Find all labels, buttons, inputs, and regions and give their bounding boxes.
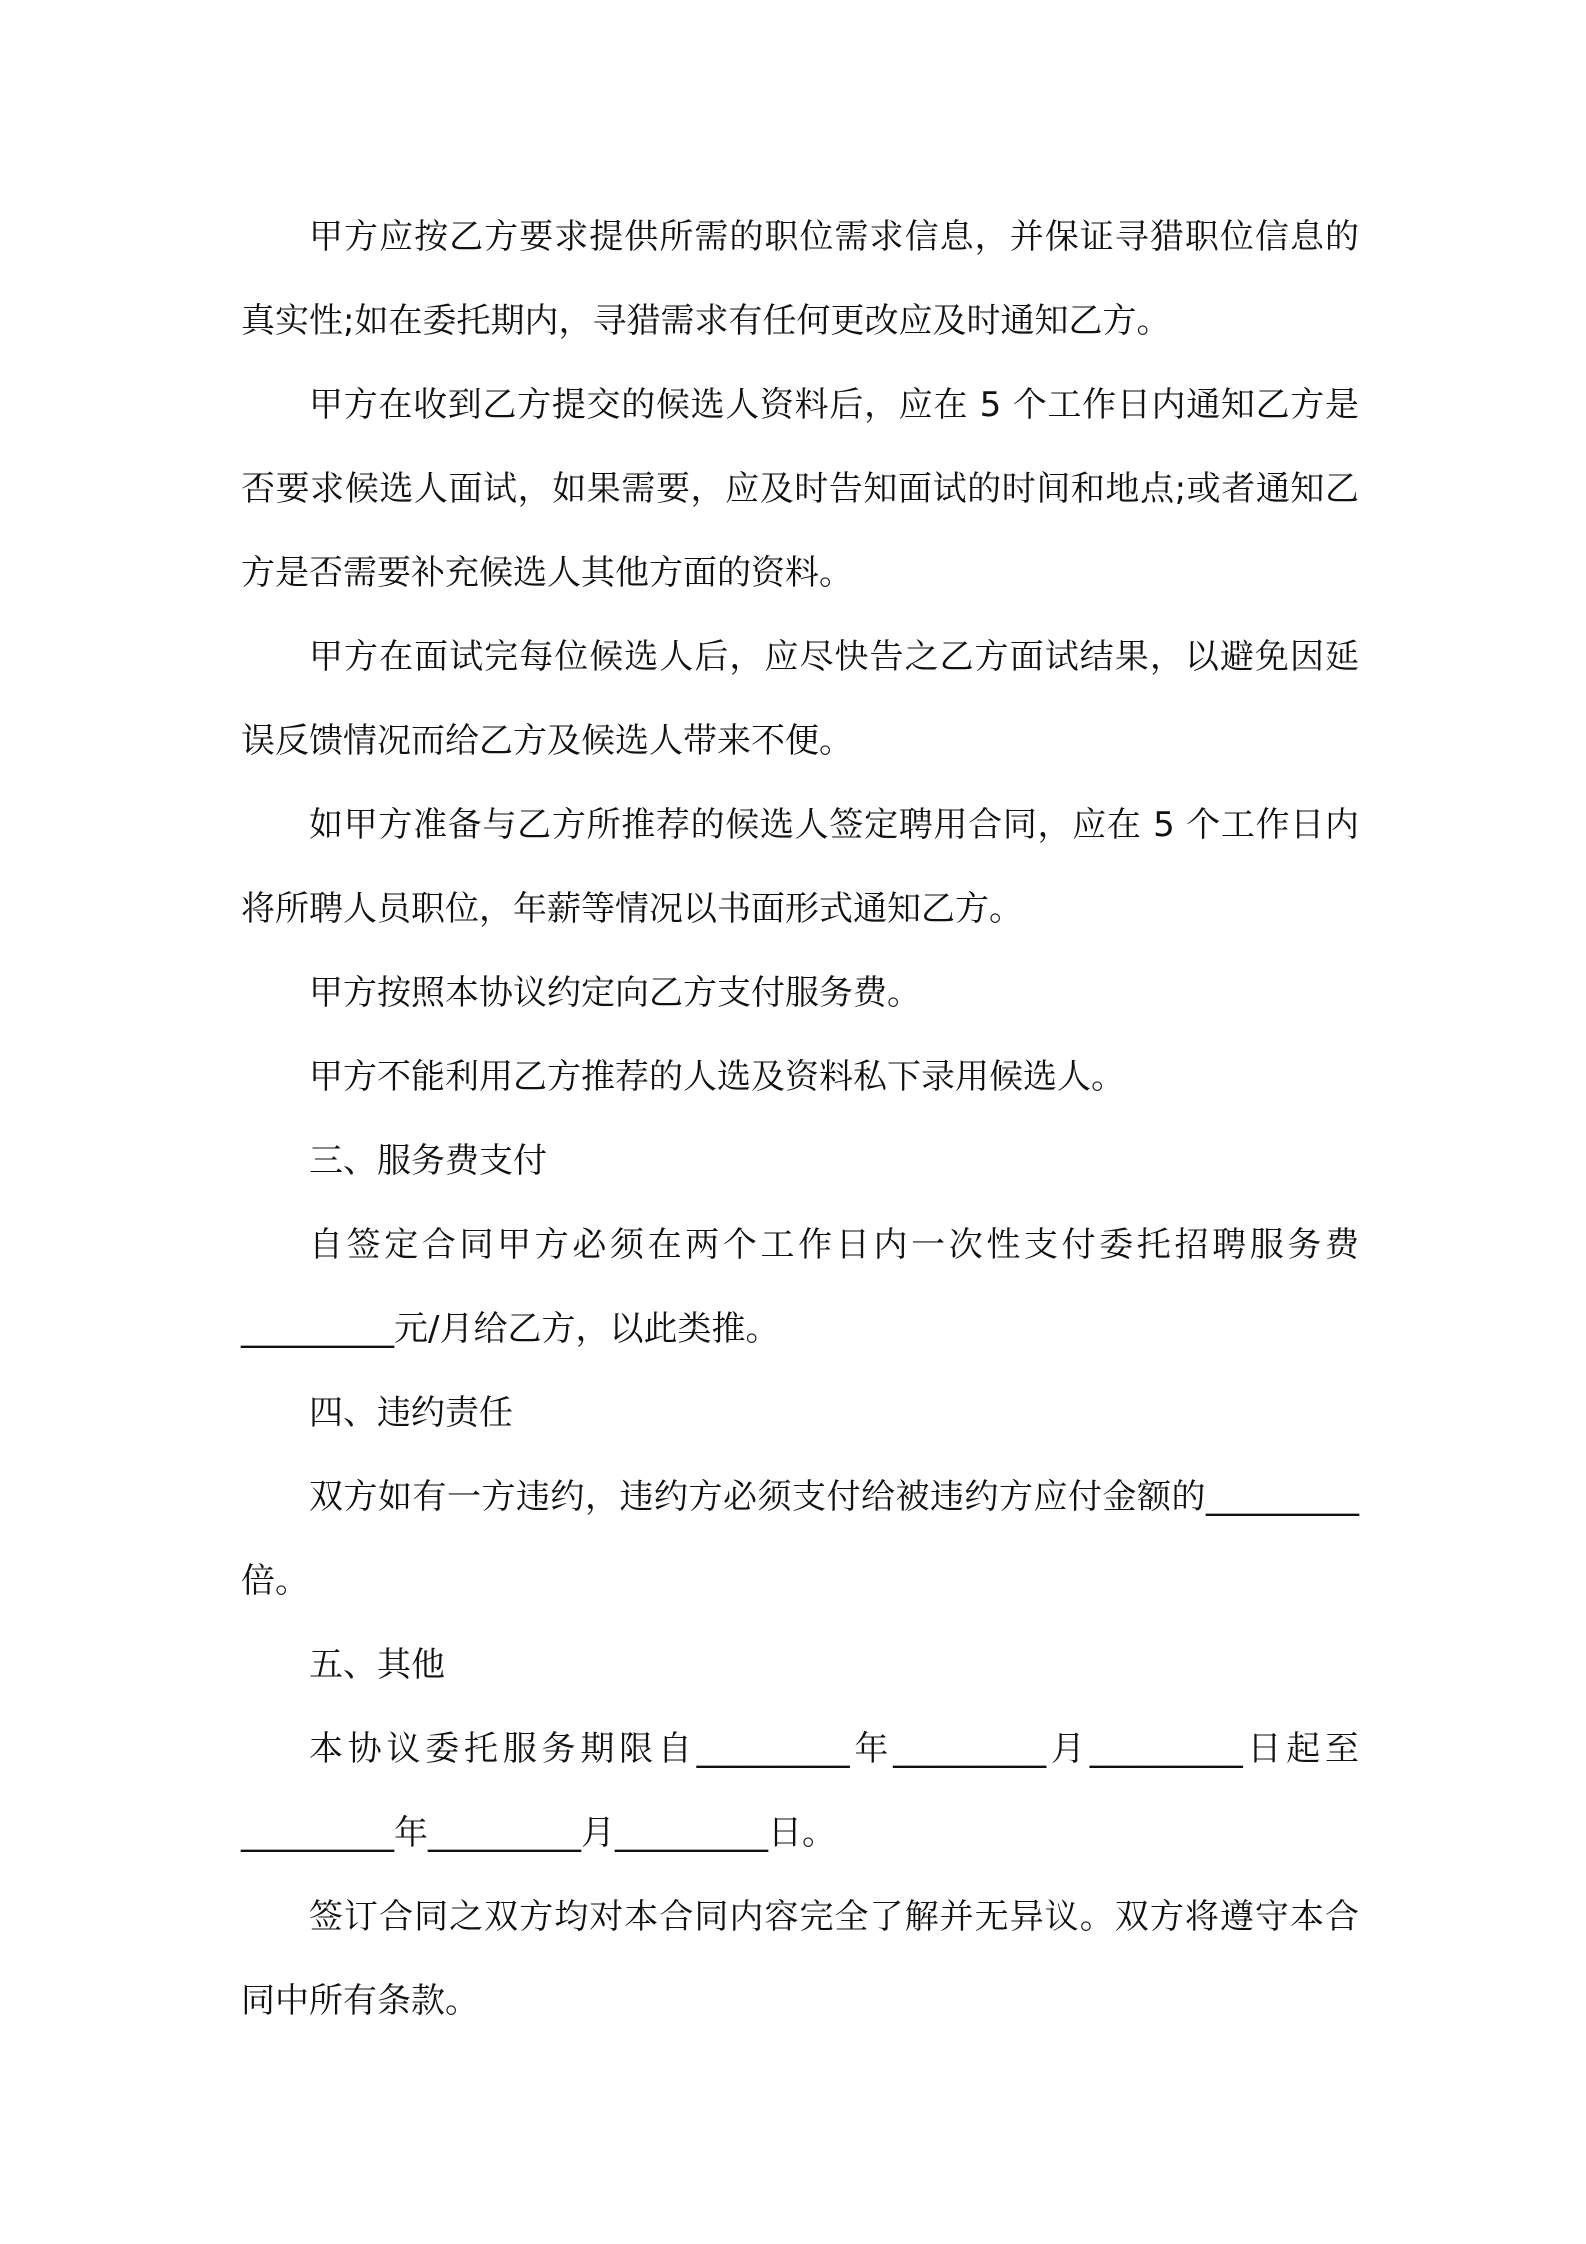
paragraph-service-period: 本协议委托服务期限自_________年_________月_________日起至_________年_________月_________日。 — [241, 1729, 1359, 1853]
paragraph-service-fee-payment: 自签定合同甲方必须在两个工作日内一次性支付委托招聘服务费_________元/月给乙方，以此类推。 — [241, 1225, 1359, 1349]
section-heading-service-fee: 三、服务费支付 — [309, 1141, 547, 1181]
paragraph-agreement-acknowledgement: 签订合同之双方均对本合同内容完全了解并无异议。双方将遵守本合同中所有条款。 — [241, 1897, 1359, 2021]
paragraph-party-a-provide-info: 甲方应按乙方要求提供所需的职位需求信息，并保证寻猎职位信息的真实性;如在委托期内，寻猎需求有任何更改应及时通知乙方。 — [241, 217, 1359, 341]
paragraph-pay-service-fee: 甲方按照本协议约定向乙方支付服务费。 — [309, 973, 921, 1013]
paragraph-employment-contract: 如甲方准备与乙方所推荐的候选人签定聘用合同，应在 5 个工作日内将所聘人员职位，年薪等情况以书面形式通知乙方。 — [241, 805, 1359, 929]
section-heading-liability: 四、违约责任 — [309, 1393, 513, 1433]
paragraph-interview-result: 甲方在面试完每位候选人后，应尽快告之乙方面试结果，以避免因延误反馈情况而给乙方及候选人带来不便。 — [241, 637, 1359, 761]
paragraph-interview-notice: 甲方在收到乙方提交的候选人资料后，应在 5 个工作日内通知乙方是否要求候选人面试，如果需要，应及时告知面试的时间和地点;或者通知乙方是否需要补充候选人其他方面的资料。 — [241, 385, 1359, 593]
document-body — [241, 195, 1359, 2043]
paragraph-breach-liability: 双方如有一方违约，违约方必须支付给被违约方应付金额的_________倍。 — [241, 1477, 1359, 1601]
section-heading-other: 五、其他 — [309, 1645, 445, 1685]
paragraph-no-private-hiring: 甲方不能利用乙方推荐的人选及资料私下录用候选人。 — [309, 1057, 1125, 1097]
